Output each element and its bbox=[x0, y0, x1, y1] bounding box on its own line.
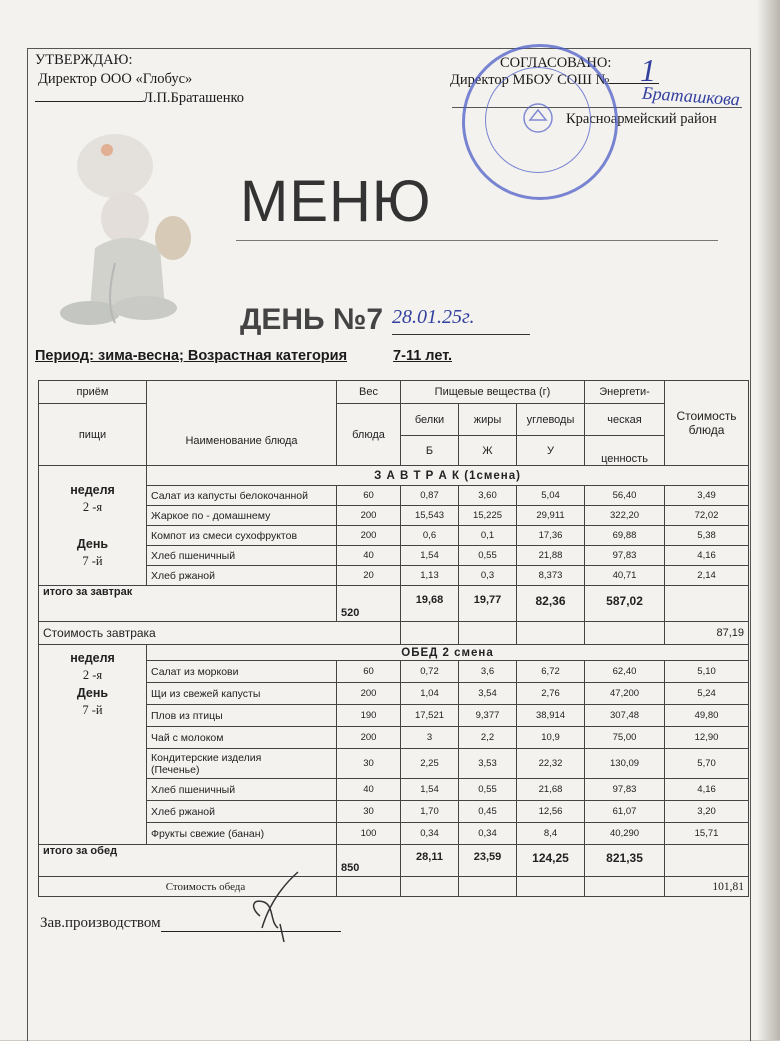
dish-weight: 30 bbox=[337, 801, 401, 823]
dish-energy: 130,09 bbox=[585, 749, 665, 779]
header-energy-2: ческая bbox=[585, 404, 665, 436]
breakfast-total-label: итого за завтрак bbox=[39, 586, 337, 622]
dish-carbs: 17,36 bbox=[517, 526, 585, 546]
production-head-line bbox=[40, 915, 341, 932]
breakfast-cost-value: 87,19 bbox=[665, 622, 749, 645]
dish-weight: 190 bbox=[337, 705, 401, 727]
dish-carbs: 21,88 bbox=[517, 546, 585, 566]
breakfast-total-fats: 19,77 bbox=[459, 586, 517, 622]
empty-cell bbox=[401, 877, 459, 897]
day-date-line bbox=[392, 334, 530, 335]
breakfast-total-energy: 587,02 bbox=[585, 586, 665, 622]
dish-fats: 2,2 bbox=[459, 727, 517, 749]
title-rule bbox=[236, 240, 718, 241]
lunch-total-carbs: 124,25 bbox=[517, 845, 585, 877]
agree-signature-handwritten: Браташкова bbox=[641, 82, 741, 110]
dish-cost: 4,16 bbox=[665, 779, 749, 801]
dish-energy: 56,40 bbox=[585, 486, 665, 506]
dish-proteins: 0,87 bbox=[401, 486, 459, 506]
dish-fats: 15,225 bbox=[459, 506, 517, 526]
lunch-total-proteins: 28,11 bbox=[401, 845, 459, 877]
breakfast-total-row bbox=[39, 586, 749, 622]
dish-proteins: 1,54 bbox=[401, 546, 459, 566]
breakfast-day-value: 7 -й bbox=[82, 553, 103, 568]
dish-cost: 15,71 bbox=[665, 823, 749, 845]
dish-name-line2: (Печенье) bbox=[151, 763, 200, 776]
dish-energy: 61,07 bbox=[585, 801, 665, 823]
dish-fats: 0,1 bbox=[459, 526, 517, 546]
dish-name: Плов из птицы bbox=[147, 705, 337, 727]
dish-cost: 72,02 bbox=[665, 506, 749, 526]
dish-weight: 60 bbox=[337, 661, 401, 683]
header-fats-abbr: Ж bbox=[459, 436, 517, 466]
dish-carbs: 29,911 bbox=[517, 506, 585, 526]
breakfast-week-value: 2 -я bbox=[82, 499, 103, 514]
dish-cost: 3,20 bbox=[665, 801, 749, 823]
dish-energy: 69,88 bbox=[585, 526, 665, 546]
dish-weight: 200 bbox=[337, 526, 401, 546]
dish-energy: 97,83 bbox=[585, 546, 665, 566]
lunch-cost-row bbox=[39, 877, 749, 897]
dish-name-multiline bbox=[147, 749, 337, 779]
chef-illustration bbox=[55, 118, 205, 333]
dish-energy: 47,200 bbox=[585, 683, 665, 705]
dish-fats: 3,53 bbox=[459, 749, 517, 779]
dish-weight: 200 bbox=[337, 683, 401, 705]
dish-carbs: 38,914 bbox=[517, 705, 585, 727]
dish-name: Хлеб пшеничный bbox=[147, 546, 337, 566]
dish-cost: 5,24 bbox=[665, 683, 749, 705]
dish-weight: 60 bbox=[337, 486, 401, 506]
stamp-emblem bbox=[520, 100, 556, 136]
lunch-total-label: итого за обед bbox=[39, 845, 337, 877]
dish-energy: 97,83 bbox=[585, 779, 665, 801]
dish-name: Фрукты свежие (банан) bbox=[147, 823, 337, 845]
dish-proteins: 2,25 bbox=[401, 749, 459, 779]
dish-energy: 75,00 bbox=[585, 727, 665, 749]
lunch-day-label: День bbox=[76, 686, 109, 700]
dish-proteins: 15,543 bbox=[401, 506, 459, 526]
lunch-total-weight: 850 bbox=[337, 845, 401, 877]
day-date-handwritten: 28.01.25г. bbox=[392, 306, 475, 328]
header-carbs-abbr: У bbox=[517, 436, 585, 466]
header-proteins-abbr: Б bbox=[401, 436, 459, 466]
dish-weight: 20 bbox=[337, 566, 401, 586]
dish-proteins: 1,13 bbox=[401, 566, 459, 586]
breakfast-cost-row bbox=[39, 622, 749, 645]
header-dish: Наименование блюда bbox=[147, 381, 337, 466]
breakfast-total-weight: 520 bbox=[337, 586, 401, 622]
dish-name: Хлеб ржаной bbox=[147, 566, 337, 586]
dish-name: Жаркое по - домашнему bbox=[147, 506, 337, 526]
dish-carbs: 10,9 bbox=[517, 727, 585, 749]
agree-position: Директор МБОУ СОШ № bbox=[450, 72, 610, 88]
dish-fats: 3,6 bbox=[459, 661, 517, 683]
menu-table bbox=[38, 380, 749, 897]
page-title: МЕНЮ bbox=[240, 169, 432, 234]
dish-fats: 0,55 bbox=[459, 779, 517, 801]
dish-carbs: 8,373 bbox=[517, 566, 585, 586]
dish-fats: 0,34 bbox=[459, 823, 517, 845]
dish-fats: 3,60 bbox=[459, 486, 517, 506]
handwritten-signature-mark bbox=[240, 868, 320, 946]
dish-fats: 3,54 bbox=[459, 683, 517, 705]
empty-cell bbox=[517, 877, 585, 897]
lunch-total-cost-empty bbox=[665, 845, 749, 877]
dish-name: Компот из смеси сухофруктов bbox=[147, 526, 337, 546]
lunch-day-value: 7 -й bbox=[82, 703, 103, 717]
dish-proteins: 3 bbox=[401, 727, 459, 749]
header-weight-top: Вес bbox=[337, 381, 401, 404]
header-meal-top: приём bbox=[39, 381, 147, 404]
dish-proteins: 0,6 bbox=[401, 526, 459, 546]
header-proteins: белки bbox=[401, 404, 459, 436]
lunch-week-day bbox=[39, 645, 147, 845]
dish-weight: 100 bbox=[337, 823, 401, 845]
dish-energy: 40,290 bbox=[585, 823, 665, 845]
empty-cell bbox=[337, 877, 401, 897]
dish-weight: 200 bbox=[337, 727, 401, 749]
signature-blank bbox=[35, 101, 143, 102]
dish-name: Салат из капусты белокочанной bbox=[147, 486, 337, 506]
approve-name: Л.П.Браташенко bbox=[143, 90, 245, 106]
lunch-week-value: 2 -я bbox=[82, 668, 103, 682]
dish-proteins: 0,72 bbox=[401, 661, 459, 683]
day-label: ДЕНЬ №7 bbox=[240, 303, 384, 336]
production-head-label: Зав.производством bbox=[40, 915, 161, 931]
breakfast-total-cost-empty bbox=[665, 586, 749, 622]
dish-energy: 307,48 bbox=[585, 705, 665, 727]
period-line bbox=[35, 348, 452, 364]
dish-carbs: 8,4 bbox=[517, 823, 585, 845]
dish-cost: 4,16 bbox=[665, 546, 749, 566]
breakfast-cost-label: Стоимость завтрака bbox=[39, 622, 401, 645]
dish-carbs: 12,56 bbox=[517, 801, 585, 823]
breakfast-week-day bbox=[39, 466, 147, 586]
production-head-blank bbox=[161, 931, 341, 932]
dish-weight: 200 bbox=[337, 506, 401, 526]
dish-energy: 322,20 bbox=[585, 506, 665, 526]
lunch-total-row bbox=[39, 845, 749, 877]
empty-cell bbox=[585, 622, 665, 645]
empty-cell bbox=[585, 877, 665, 897]
approve-signature-line bbox=[35, 90, 244, 107]
breakfast-section-title: З А В Т Р А К (1смена) bbox=[147, 466, 749, 486]
dish-fats: 0,3 bbox=[459, 566, 517, 586]
dish-weight: 40 bbox=[337, 779, 401, 801]
empty-cell bbox=[401, 622, 459, 645]
dish-cost: 3,49 bbox=[665, 486, 749, 506]
dish-cost: 5,70 bbox=[665, 749, 749, 779]
header-weight-bottom: блюда bbox=[337, 404, 401, 466]
dish-carbs: 6,72 bbox=[517, 661, 585, 683]
dish-proteins: 17,521 bbox=[401, 705, 459, 727]
dish-fats: 0,45 bbox=[459, 801, 517, 823]
lunch-section-title: ОБЕД 2 смена bbox=[147, 645, 749, 661]
dish-name: Чай с молоком bbox=[147, 727, 337, 749]
header-energy-3: ценность bbox=[585, 436, 665, 466]
lunch-total-fats: 23,59 bbox=[459, 845, 517, 877]
approve-title: УТВЕРЖДАЮ: bbox=[35, 52, 133, 68]
age-category: 7-11 лет. bbox=[393, 348, 453, 364]
dish-energy: 40,71 bbox=[585, 566, 665, 586]
dish-cost: 5,38 bbox=[665, 526, 749, 546]
header-energy-1: Энергети- bbox=[585, 381, 665, 404]
dish-cost: 49,80 bbox=[665, 705, 749, 727]
dish-cost: 12,90 bbox=[665, 727, 749, 749]
dish-carbs: 22,32 bbox=[517, 749, 585, 779]
empty-cell bbox=[459, 622, 517, 645]
dish-name: Хлеб пшеничный bbox=[147, 779, 337, 801]
agree-title: СОГЛАСОВАНО: bbox=[500, 55, 612, 71]
lunch-total-energy: 821,35 bbox=[585, 845, 665, 877]
dish-carbs: 2,76 bbox=[517, 683, 585, 705]
dish-proteins: 1,54 bbox=[401, 779, 459, 801]
dish-carbs: 21,68 bbox=[517, 779, 585, 801]
header-meal-bottom: пищи bbox=[39, 404, 147, 466]
dish-name: Щи из свежей капусты bbox=[147, 683, 337, 705]
dish-fats: 9,377 bbox=[459, 705, 517, 727]
dish-weight: 40 bbox=[337, 546, 401, 566]
breakfast-day-label: День bbox=[76, 536, 109, 551]
empty-cell bbox=[459, 877, 517, 897]
breakfast-total-carbs: 82,36 bbox=[517, 586, 585, 622]
dish-energy: 62,40 bbox=[585, 661, 665, 683]
agree-number-handwritten: 1 bbox=[640, 52, 656, 88]
dish-name: Хлеб ржаной bbox=[147, 801, 337, 823]
header-nutrients: Пищевые вещества (г) bbox=[401, 381, 585, 404]
dish-cost: 2,14 bbox=[665, 566, 749, 586]
lunch-cost-label: Стоимость обеда bbox=[39, 877, 337, 897]
dish-fats: 0,55 bbox=[459, 546, 517, 566]
dish-cost: 5,10 bbox=[665, 661, 749, 683]
agree-district: Красноармейский район bbox=[566, 111, 717, 127]
dish-proteins: 1,04 bbox=[401, 683, 459, 705]
dish-proteins: 0,34 bbox=[401, 823, 459, 845]
header-fats: жиры bbox=[459, 404, 517, 436]
header-cost: Стоимость блюда bbox=[665, 381, 749, 466]
dish-proteins: 1,70 bbox=[401, 801, 459, 823]
dish-name: Салат из моркови bbox=[147, 661, 337, 683]
lunch-week-label: неделя bbox=[70, 651, 115, 665]
header-carbs: углеводы bbox=[517, 404, 585, 436]
dish-weight: 30 bbox=[337, 749, 401, 779]
lunch-cost-value: 101,81 bbox=[665, 877, 749, 897]
dish-carbs: 5,04 bbox=[517, 486, 585, 506]
approve-position: Директор ООО «Глобус» bbox=[38, 71, 193, 87]
breakfast-total-proteins: 19,68 bbox=[401, 586, 459, 622]
breakfast-week-label: неделя bbox=[70, 482, 115, 497]
empty-cell bbox=[517, 622, 585, 645]
period-text: Период: зима-весна; Возрастная категория bbox=[35, 348, 348, 364]
dish-name: Кондитерские изделия bbox=[151, 751, 262, 764]
